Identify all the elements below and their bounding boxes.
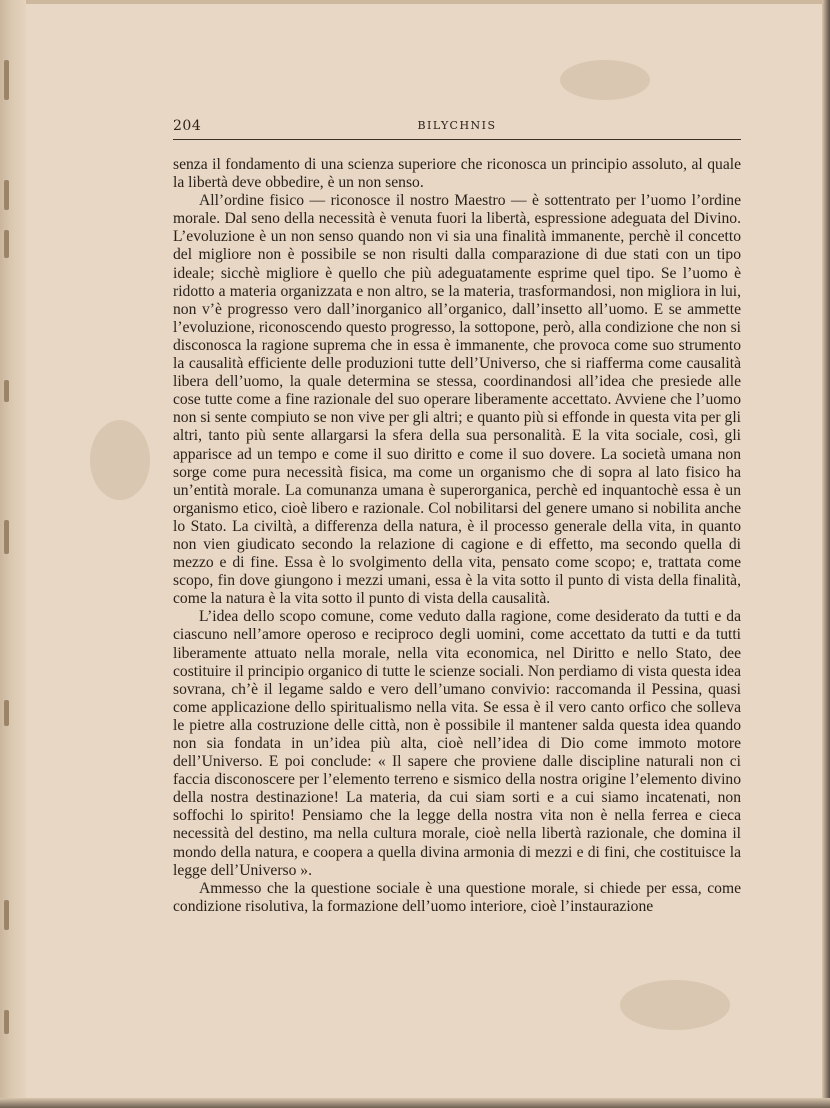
page-number: 204 — [173, 118, 202, 134]
page-top-edge — [0, 0, 830, 4]
page-right-edge — [822, 0, 830, 1108]
paragraph-questione-sociale: Ammesso che la questione sociale è una questione morale, si chiede per essa, come condizione risolutiva, la formazione dell’uomo interiore, cioè l’instaurazione — [173, 879, 741, 915]
running-header — [173, 118, 741, 138]
header-rule — [173, 139, 741, 140]
paragraph-continuation: senza il fondamento di una scienza superiore che riconosca un principio assoluto, al quale la libertà deve obbedire, è un non senso. — [173, 156, 741, 192]
body-text — [173, 156, 741, 916]
paragraph-scopo-comune: L’idea dello scopo comune, come veduto dalla ragione, come desiderato da tutti e da ciascuno nell’amore operoso e reciproco degli uomini, come accettato da tutti e da tutti liberamente attuato nella morale, nella vita economica, nel Diritto e nello Stato, dee costituire il principio organico di tutte le scienze sociali. Non perdiamo di vista questa idea sovrana, ch’è il legame saldo e vero dell’umano convivio: raccomanda il Pessina, quasi come applicazione dello spiritualismo nella vita. Se essa è il vero canto orfico che solleva le pietre alla costruzione delle città, non è possibile il mantener salda questa idea quando non sia fondata in un’idea più alta, cioè nell’idea di Dio come immoto motore dell’Universo. E poi conclude: « Il sapere che proviene dalle discipline naturali non ci faccia disconoscere per l’elemento terreno e sismico della nostra origine l’elemento divino della nostra destinazione! La materia, da cui siam sorti e a cui siamo incatenati, non soffochi lo spirito! Pensiamo che la legge della nostra vita non è nella ferrea e cieca necessità del destino, ma nella cultura morale, cioè nella libertà razionale, che domina il mondo della natura, e coopera a quella divina armonia di mezzi e di fini, che costituisce la legge dell’Universo ». — [173, 608, 741, 879]
paragraph-ordine-morale: All’ordine fisico — riconosce il nostro Maestro — è sottentrato per l’uomo l’ordine morale. Dal seno della necessità è venuta fuori la libertà, espressione adeguata del Divino. L’evoluzione è un non senso quando non vi sia una finalità immanente, perchè il concetto del migliore non è possibile se non risulti dalla comparazione di due stati con un tipo ideale; sicchè migliore è quello che più adeguatamente esprime quel tipo. Se l’uomo è ridotto a materia organizzata e non altro, se la materia, trasformandosi, non migliora in lui, non v’è progresso vero dall’inorganico all’organico, dall’insetto all’uomo. E se ammette l’evoluzione, riconoscendo questo progresso, la sottopone, però, alla condizione che non si disconosca la ragione suprema che in essa è immanente, che provoca come suo strumento la causalità efficiente delle produzioni tutte dell’Universo, che si riafferma come causalità libera dell’uomo, la quale determina se stessa, coordinandosi all’idea che presiede alle cose tutte come a fine razionale del suo operare liberamente accettato. Avviene che l’uomo non si sente compiuto se non vive per gli altri; e quanto più si effonde in questa vita per gli altri, tanto più sente allargarsi la sfera della sua personalità. E la vita sociale, così, gli apparisce ad un tempo e come il suo diritto e come il suo dovere. La società umana non sorge come pura necessità fisica, ma come un organismo che di sopra al lato fisico ha un’entità morale. La comunanza umana è superorganica, perchè ed inquantochè essa è un organismo etico, cioè libero e razionale. Col nobilitarsi del genere umano si nobilita anche lo Stato. La civiltà, a differenza della natura, è il processo generale della vita, in quanto non vien giudicato secondo la relazione di cagione e di effetto, ma secondo quella di mezzo e di fine. Essa è lo svolgimento della vita, pensato come scopo; e, trattata come scopo, fin dove giungono i mezzi umani, essa è la vita sotto il punto di vista della finalità, come la natura è la vita sotto il punto di vista della causalità. — [173, 192, 741, 608]
page-bottom-edge — [0, 1098, 830, 1108]
page-spine — [0, 0, 26, 1108]
running-title: BILYCHNIS — [417, 119, 497, 132]
